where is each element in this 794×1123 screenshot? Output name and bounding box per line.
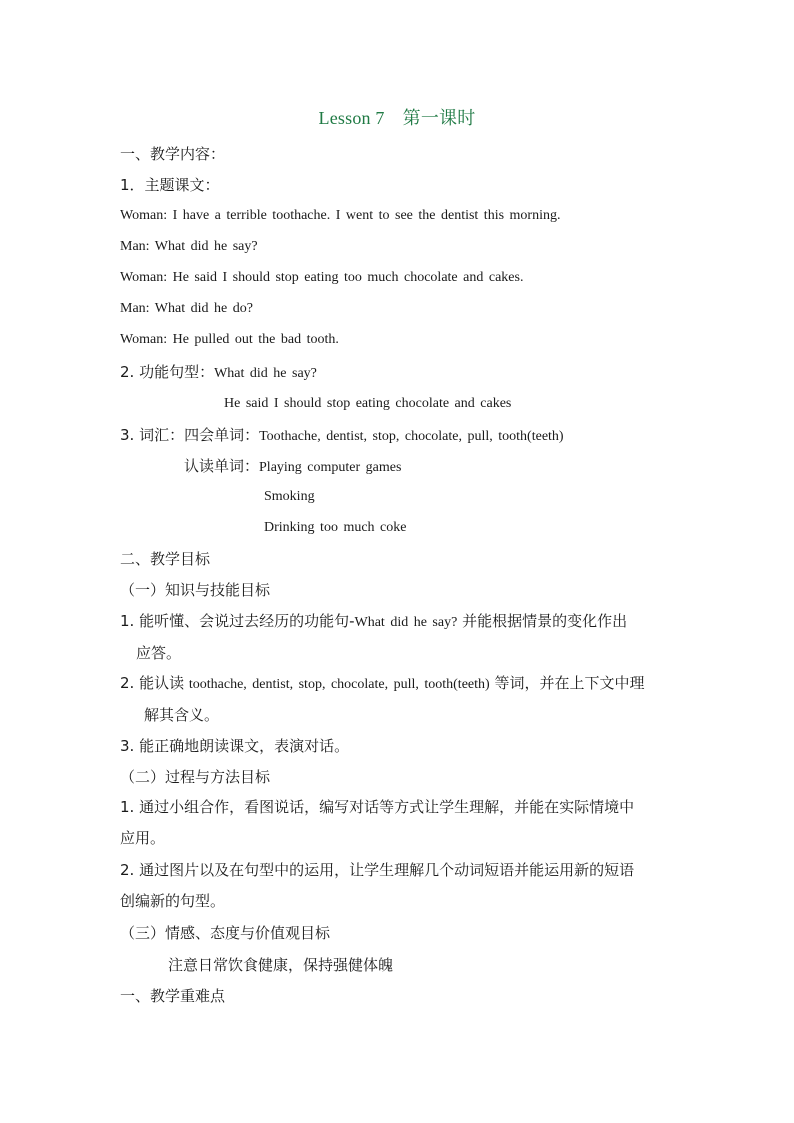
functional-question: What did he say? (214, 366, 317, 381)
dialogue-line: Man: What did he say? (120, 239, 258, 254)
section-heading-content: 一、教学内容： (120, 145, 226, 163)
goal-item: 2. 通过图片以及在句型中的运用，让学生理解几个动词短语并能运用新的短语 创编新的句型。 (120, 861, 635, 910)
functional-sentence-row (120, 362, 317, 384)
item-label-text: 1．主题课文： (120, 176, 220, 194)
reading-words-row (184, 456, 401, 478)
lesson-number: Lesson 7 (318, 108, 385, 128)
functional-sentence-label: 2. 功能句型： (120, 363, 215, 381)
reading-words-label: 认读单词： (184, 457, 260, 475)
vocabulary-row (120, 425, 564, 447)
vocabulary-label: 3. 词汇：四会单词： (120, 426, 260, 444)
goal-item: 2. 能认读 toothache, dentist, stop, chocolate, pull, tooth(teeth) 等词，并在上下文中理 解其含义。 (120, 674, 645, 724)
dialogue-line: Man: What did he do? (120, 301, 253, 316)
goal-item: 1. 通过小组合作，看图说话，编写对话等方式让学生理解，并能在实际情境中 应用。 (120, 798, 635, 847)
page-title (0, 104, 794, 130)
section-heading-goals: 二、教学目标 (120, 550, 211, 568)
dialogue-line: Woman: He said I should stop eating too much chocolate and cakes. (120, 270, 524, 285)
subsection-heading: （二）过程与方法目标 (120, 768, 271, 786)
goal-item: 1. 能听懂、会说过去经历的功能句-What did he say? 并能根据情景的变化作出 应答。 (120, 612, 628, 662)
reading-word: Playing computer games (259, 460, 402, 475)
section-heading-key-points: 一、教学重难点 (120, 987, 226, 1005)
lesson-period: 第一课时 (402, 108, 476, 129)
reading-word: Drinking too much coke (264, 520, 407, 535)
goal-item: 3. 能正确地朗读课文，表演对话。 (120, 737, 350, 755)
subsection-heading: （三）情感、态度与价值观目标 (120, 924, 331, 942)
dialogue-line: Woman: I have a terrible toothache. I went to see the dentist this morning. (120, 208, 561, 223)
reading-word: Smoking (264, 489, 315, 504)
subsection-heading: （一）知识与技能目标 (120, 581, 271, 599)
dialogue-line: Woman: He pulled out the bad tooth. (120, 332, 339, 347)
vocabulary-words: Toothache, dentist, stop, chocolate, pull, tooth(teeth) (259, 429, 564, 444)
goal-item: 注意日常饮食健康，保持强健体魄 (168, 956, 394, 974)
functional-answer: He said I should stop eating chocolate and cakes (224, 396, 512, 411)
